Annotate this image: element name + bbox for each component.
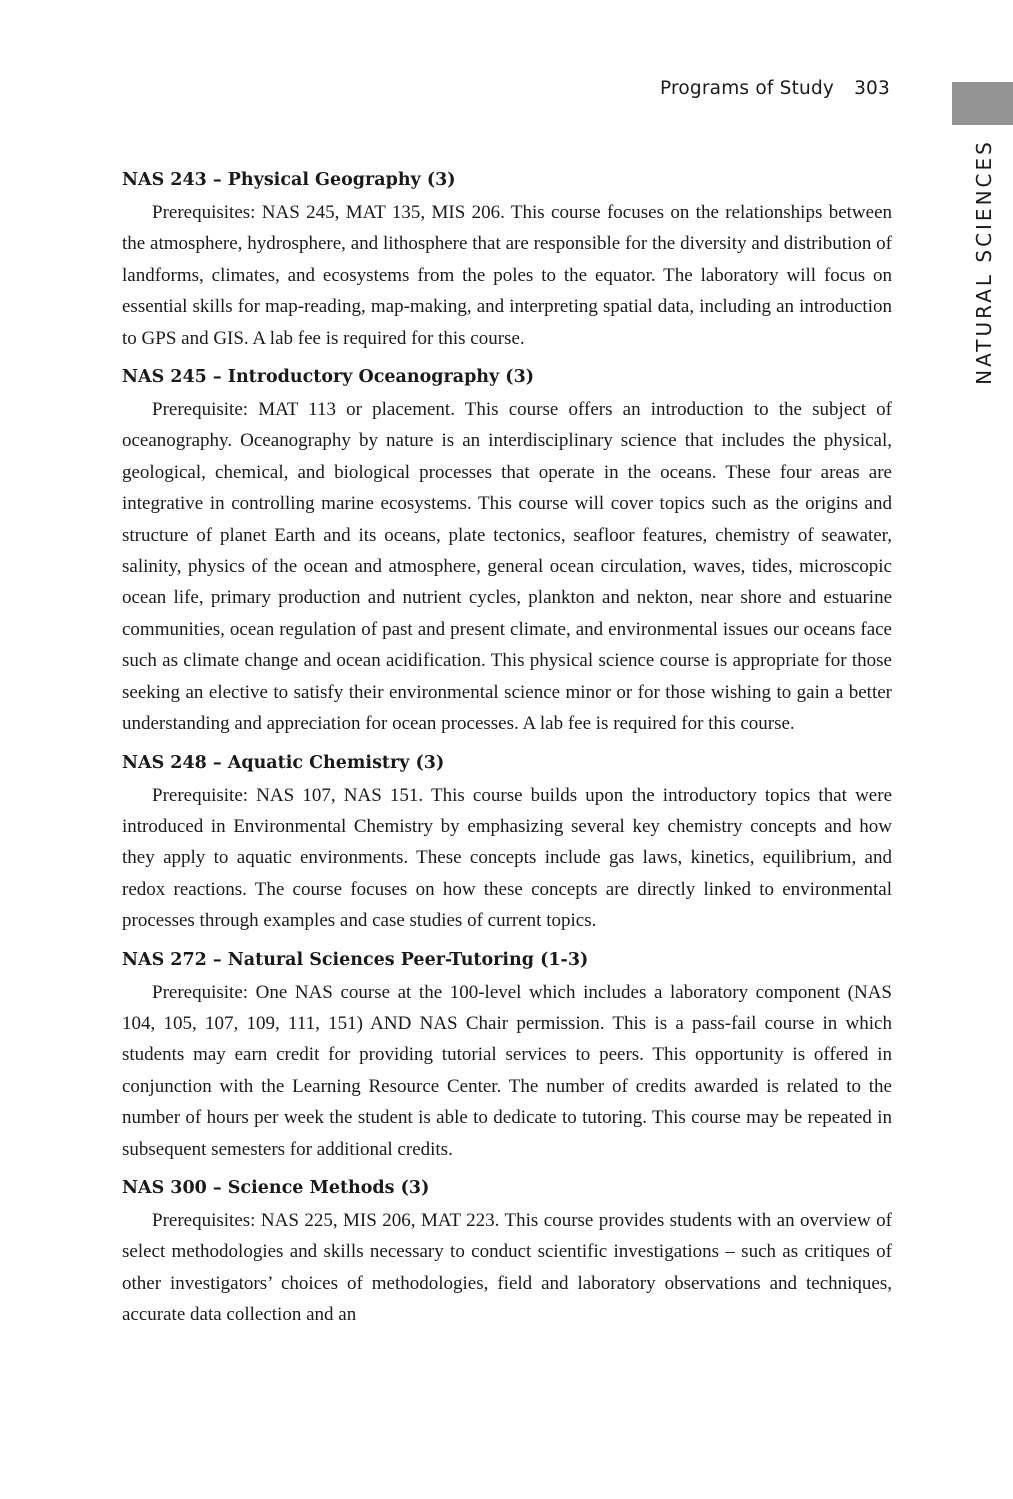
course-entry <box>122 362 892 739</box>
course-title: NAS 245 – Introductory Oceanography (3) <box>122 367 535 388</box>
side-tab-label: NATURAL SCIENCES <box>972 139 996 385</box>
course-list <box>122 165 892 1339</box>
course-entry <box>122 1173 892 1331</box>
course-description: Prerequisites: NAS 225, MIS 206, MAT 223. This course provides students with an overview of select methodologies and skills necessary to conduct scientific investigations – such as critiques of other investigators’ choices of methodologies, field and laboratory observations and techniques, accurate data collection and an <box>122 1209 892 1326</box>
course-entry <box>122 165 892 354</box>
course-description: Prerequisites: NAS 245, MAT 135, MIS 206. This course focuses on the relationships between the atmosphere, hydrosphere, and lithosphere that are responsible for the diversity and distribution of landforms, climates, and ecosystems from the poles to the equator. The laboratory will focus on essential skills for map-reading, map-making, and interpreting spatial data, including an introduction to GPS and GIS. A lab fee is required for this course. <box>122 202 892 349</box>
running-head <box>660 78 890 99</box>
section-title: Programs of Study <box>659 78 835 99</box>
course-description: Prerequisite: One NAS course at the 100-level which includes a laboratory component (NAS 104, 105, 107, 109, 111, 151) AND NAS Chair permission. This is a pass-fail course in which students may earn credit for providing tutorial services to peers. This opportunity is offered in conjunction with the Learning Resource Center. The number of credits awarded is related to the number of hours per week the student is able to dedicate to tutoring. This course may be repeated in subsequent semesters for additional credits. <box>122 981 892 1160</box>
course-title: NAS 272 – Natural Sciences Peer-Tutoring (1-3) <box>122 949 589 970</box>
course-title: NAS 248 – Aquatic Chemistry (3) <box>122 752 445 773</box>
page-number: 303 <box>854 78 890 99</box>
course-description: Prerequisite: NAS 107, NAS 151. This course builds upon the introductory topics that were introduced in Environmental Chemistry by emphasizing several key chemistry concepts and how they apply to aquatic environments. These concepts include gas laws, kinetics, equilibrium, and redox reactions. The course focuses on how these concepts are directly linked to environmental processes through examples and case studies of current topics. <box>122 784 892 932</box>
course-entry <box>122 748 892 937</box>
course-title: NAS 300 – Science Methods (3) <box>122 1177 430 1198</box>
course-entry <box>122 945 892 1165</box>
side-tab-marker <box>952 82 1013 125</box>
course-description: Prerequisite: MAT 113 or placement. This course offers an introduction to the subject of oceanography. Oceanography by nature is an interdisciplinary science that includes the physical, geological, chemical, and biological processes that operate in the oceans. These four areas are integrative in controlling marine ecosystems. This course will cover topics such as the origins and structure of planet Earth and its oceans, plate tectonics, seafloor features, chemistry of seawater, salinity, physics of the ocean and atmosphere, general ocean circulation, waves, tides, microscopic ocean life, primary production and nutrient cycles, plankton and nekton, near shore and estuarine communities, ocean regulation of past and present climate, and environmental issues our oceans face such as climate change and ocean acidification. This physical science course is appropriate for those seeking an elective to satisfy their environmental science minor or for those wishing to gain a better understanding and appreciation for ocean processes. A lab fee is required for this course. <box>122 399 892 735</box>
course-title: NAS 243 – Physical Geography (3) <box>122 170 456 190</box>
